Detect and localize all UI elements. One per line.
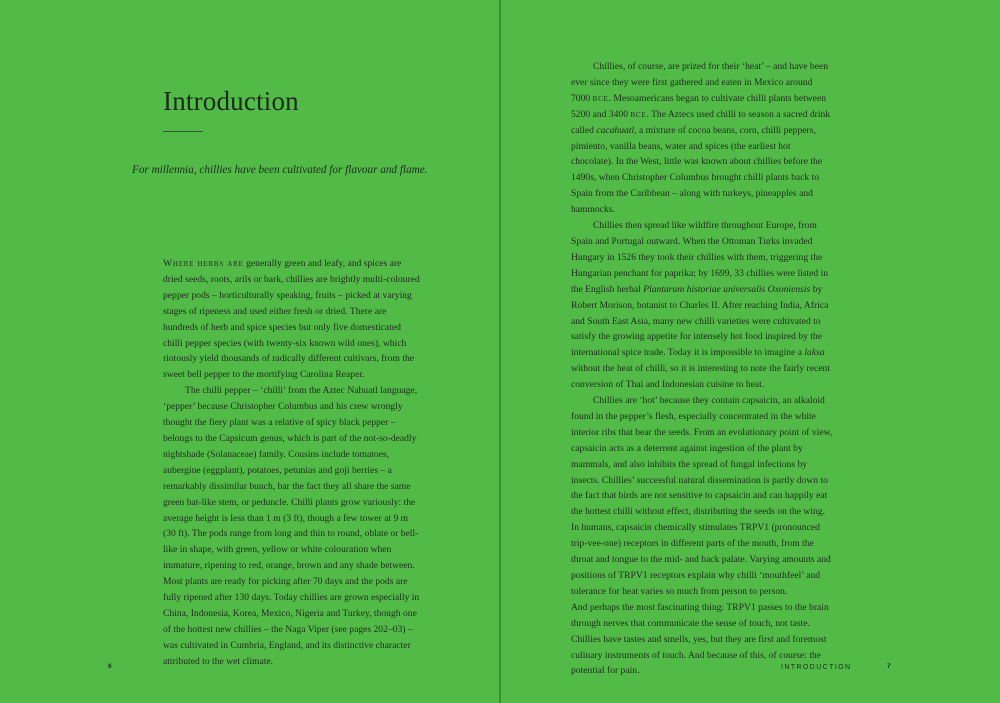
page-number-right: 7 — [887, 663, 891, 670]
paragraph-text: by Robert Morison, botanist to Charles II. After reaching India, Africa and South East Asia, many new chilli varieties were cultivated to satisfy the growing appetite for intensely hot food inspired by the international spice trade. Today it is impossible to imagine a — [571, 283, 829, 359]
paragraph-text: generally green and leafy, and spices are dried seeds, roots, arils or bark, chillies are brightly multi-coloured pepper pods – horticulturally speaking, fruits – picked at varying stages of ripeness and used either fresh or dried. There are hundreds of herb and spice species but only five domesticated chilli pepper species (with twenty-six known wild ones), which riotously yield thousands of radically different cultivars, from the sweet bell pepper to the mortifying Carolina Reaper. — [163, 258, 420, 381]
title-rule — [163, 131, 203, 132]
chapter-subtitle: For millennia, chillies have been cultivated for flavour and flame. — [132, 164, 428, 176]
paragraph-text: Chillies, of course, are prized for their ‘heat’ – and have been ever since they were first gathered and eaten in Mexico around 7000 — [571, 61, 829, 104]
chapter-title: Introduction — [163, 86, 299, 116]
running-head: INTRODUCTION — [781, 664, 852, 671]
page-number-left: 6 — [108, 663, 112, 670]
paragraph: Chillies are ‘hot’ because they contain capsaicin, an alkaloid found in the pepper’s flesh, especially concentrated in the white interior ribs that bear the seeds. From an evolutionary point of view, capsaicin acts as a deterrent against ingestion of the plant by mammals, and also inhibits the spread of fungal infections by insects. Chillies’ successful natural dissemination is partly down to the fact that birds are not sensitive to capsaicin and can happily eat the hottest chilli without effect, distributing the seeds on the wing. In humans, capsaicin chemically stimulates TRPV1 (pronounced trip-vee-one) receptors in different parts of the mouth, from the throat and tongue to the mid- and back palate. Varying amounts and positions of TRPV1 receptors explain why chilli ‘mouthfeel’ and tolerance for heat varies so much from person to person. — [571, 395, 833, 597]
italic-term: laksa — [804, 347, 825, 359]
paragraph-text: , a mixture of cocoa beans, corn, chilli peppers, pimiento, vanilla beans, water and spices (the earliest hot chocolate). In the West, little was known about chillies before the 1490s, when Christopher Columbus brought chilli plants back to Spain from the Caribbean – along with turkeys, pineapples and hammocks. — [571, 124, 823, 216]
era-abbrev: bce — [592, 92, 609, 104]
paragraph — [163, 256, 421, 383]
paragraph: The chilli pepper – ‘chilli’ from the Aztec Nahuatl language, ‘pepper’ because Christopher Columbus and his crew wrongly thought the fiery plant was a relative of spicy black pepper – belongs to the Capsicum genus, which is part of the not-so-deadly nightshade (Solanaceae) family. Cousins include tomatoes, aubergine (eggplant), potatoes, petunias and goji berries – a remarkably dissimilar bunch, bar the fact they all share the same green hat-like stem, or peduncle. Chilli plants grow variously: the average height is less than 1 m (3 ft), though a few tower at 9 m (30 ft). The pods range from long and thin to round, oblate or bell-like in shape, with green, yellow or white colouration when immature, ripening to red, orange, brown and any shade between. Most plants are ready for picking after 70 days and the pods are fully ripened after 130 days. Today chillies are grown especially in China, Indonesia, Korea, Mexico, Nigeria and Turkey, though one of the hottest new chillies – the Naga Viper (see pages 202–03) – was cultivated in Cumbria, England, and its distinctive character attributed to the wet climate. — [163, 385, 420, 667]
italic-title: Plantarum historiae universalis Oxoniensis — [643, 283, 811, 295]
paragraph: And perhaps the most fascinating thing: TRPV1 passes to the brain through nerves that communicate the sense of touch, not taste. Chillies have tastes and smells, yes, but they are first and foremost culinary instruments of touch. And because of this, of course: the potential for pain. — [571, 601, 829, 677]
paragraph-text: . The Aztecs used chilli to season a sacred drink called — [571, 108, 831, 136]
lead-in-smallcaps: Where herbs are — [163, 258, 244, 269]
right-page — [501, 0, 1000, 703]
italic-term: cacahuatl — [596, 124, 635, 136]
era-abbrev: bce — [630, 108, 647, 120]
paragraph-text: Chillies then spread like wildfire throughout Europe, from Spain and Portugal outward. When the Ottoman Turks invaded Hungary in 1526 they took their chillies with them, triggering the Hungarian penchant for paprika; by 1699, 33 chillies were listed in the English herbal — [571, 220, 829, 295]
paragraph-text: . Mesoamericans began to cultivate chilli plants between 5200 and 3400 — [571, 92, 826, 120]
paragraph — [571, 218, 833, 393]
right-body-text — [571, 59, 833, 679]
paragraph — [571, 59, 833, 218]
left-body-text — [163, 256, 421, 670]
paragraph-text: without the heat of chilli, so it is interesting to note the fairly recent conversion of Thai and Indonesian cuisine to heat. — [571, 363, 830, 391]
